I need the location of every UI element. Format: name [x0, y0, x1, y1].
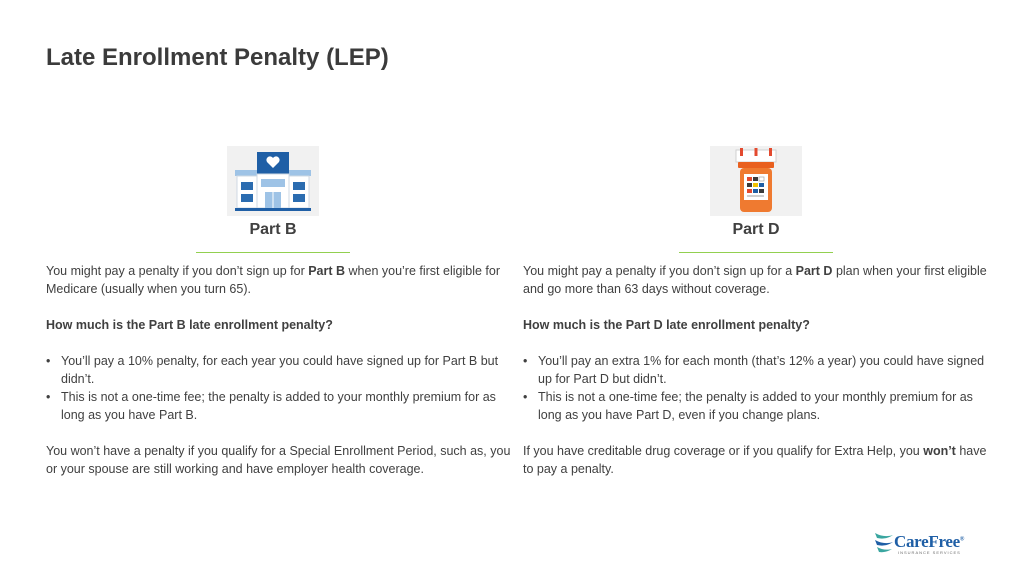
pill-bottle-icon — [710, 146, 802, 216]
part-b-underline — [196, 252, 350, 253]
hospital-icon — [227, 146, 319, 216]
part-b-body — [46, 262, 516, 478]
list-item: • You’ll pay an extra 1% for each month (that’s 12% a year) you could have signed up for Part D but didn’t. — [523, 352, 993, 388]
carefree-logo — [874, 529, 964, 557]
part-d-intro-bold: Part D — [795, 264, 833, 278]
part-d-bullets — [523, 352, 993, 424]
part-b-heading: How much is the Part B late enrollment penalty? — [46, 318, 333, 332]
part-b-label: Part B — [249, 221, 297, 238]
logo-mark-icon — [874, 530, 894, 554]
logo-tagline: INSURANCE SERVICES — [898, 550, 961, 555]
part-d-closing-bold: won’t — [923, 444, 956, 458]
part-b-intro: You might pay a penalty if you don’t sign up for Part B when you’re first eligible for Medicare (usually when you turn 65). — [46, 264, 500, 296]
part-d-intro: You might pay a penalty if you don’t sign up for a Part D plan when your first eligible and go more than 63 days without coverage. — [523, 264, 987, 296]
part-b-closing: You won’t have a penalty if you qualify for a Special Enrollment Period, such as, you or your spouse are still working and have employer health coverage. — [46, 444, 511, 476]
part-b-intro-bold: Part B — [308, 264, 346, 278]
part-d-heading: How much is the Part D late enrollment penalty? — [523, 318, 810, 332]
part-d-label: Part D — [732, 221, 780, 238]
list-item: • You’ll pay a 10% penalty, for each year you could have signed up for Part B but didn’t. — [46, 352, 516, 388]
part-b-bullets — [46, 352, 516, 424]
list-item: • This is not a one-time fee; the penalty is added to your monthly premium for as long as you have Part D, even if you change plans. — [523, 388, 993, 424]
part-d-body — [523, 262, 993, 478]
part-d-closing: If you have creditable drug coverage or if you qualify for Extra Help, you won’t have to pay a penalty. — [523, 444, 987, 476]
logo-name: CareFree® — [894, 532, 965, 551]
page-title: Late Enrollment Penalty (LEP) — [46, 44, 389, 71]
list-item: • This is not a one-time fee; the penalty is added to your monthly premium for as long as you have Part B. — [46, 388, 516, 424]
part-d-underline — [679, 252, 833, 253]
